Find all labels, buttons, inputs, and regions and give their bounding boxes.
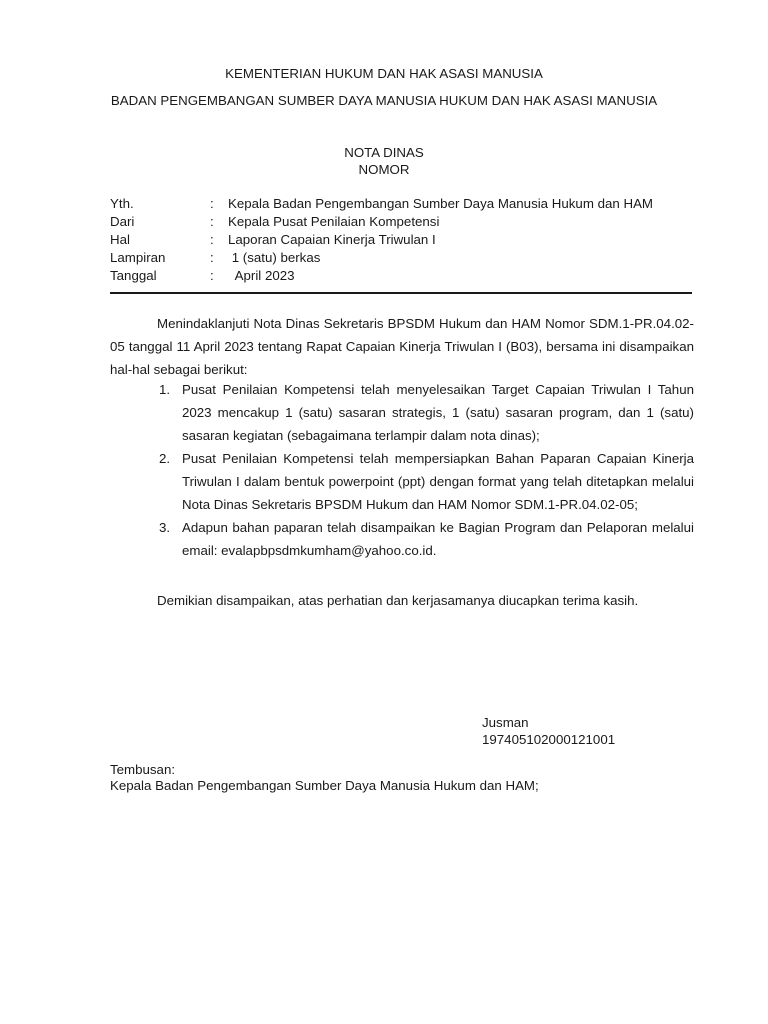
list-item-text: Pusat Penilaian Kompetensi telah menyelesaikan Target Capaian Triwulan I Tahun 2023 mencakup 1 (satu) sasaran strategis, 1 (satu) sasaran program, dan 1 (satu) sasaran kegiatan (sebagaimana terlampir dalam nota dinas); bbox=[182, 382, 694, 443]
header-row-date bbox=[110, 267, 653, 285]
memo-number-label: NOMOR bbox=[358, 162, 410, 177]
list-item-number: 1. bbox=[159, 382, 171, 397]
list-item bbox=[110, 378, 694, 447]
closing-text: Demikian disampaikan, atas perhatian dan kerjasamanya diucapkan terima kasih. bbox=[157, 593, 639, 608]
list-item-text: Adapun bahan paparan telah disampaikan ke Bagian Program dan Pelaporan melalui email: evalapbpsdmkumham@yahoo.co.id. bbox=[182, 520, 694, 558]
header-value: April 2023 bbox=[228, 268, 295, 283]
intro-paragraph bbox=[110, 312, 694, 381]
list-item-number: 3. bbox=[159, 520, 171, 535]
header-label: Yth. bbox=[110, 196, 134, 211]
header-label: Dari bbox=[110, 214, 135, 229]
header-row-subject bbox=[110, 231, 653, 249]
list-item bbox=[110, 447, 694, 516]
header-colon: : bbox=[210, 268, 214, 283]
header-colon: : bbox=[210, 214, 214, 229]
memo-title: NOTA DINAS bbox=[344, 145, 424, 160]
header-row-recipient bbox=[110, 195, 653, 213]
ministry-heading: KEMENTERIAN HUKUM DAN HAK ASASI MANUSIA bbox=[225, 66, 543, 81]
header-colon: : bbox=[210, 232, 214, 247]
header-value: 1 (satu) berkas bbox=[228, 250, 321, 265]
header-row-attachment bbox=[110, 249, 653, 267]
cc-label: Tembusan: bbox=[110, 762, 176, 777]
intro-text: Menindaklanjuti Nota Dinas Sekretaris BPSDM Hukum dan HAM Nomor SDM.1-PR.04.02-05 tanggal 11 April 2023 tentang Rapat Capaian Kinerja Triwulan I (B03), bersama ini disampaikan hal-hal sebagai berikut: bbox=[110, 316, 694, 377]
list-item-text: Pusat Penilaian Kompetensi telah mempersiapkan Bahan Paparan Capaian Kinerja Triwulan I dalam bentuk powerpoint (ppt) dengan format yang telah ditetapkan melalui Nota Dinas Sekretaris BPSDM Hukum dan HAM Nomor SDM.1-PR.04.02-05; bbox=[182, 451, 694, 512]
header-divider bbox=[110, 292, 692, 294]
header-row-sender bbox=[110, 213, 653, 231]
list-item bbox=[110, 516, 694, 562]
header-label: Tanggal bbox=[110, 268, 157, 283]
closing-paragraph bbox=[110, 589, 694, 612]
header-value: Laporan Capaian Kinerja Triwulan I bbox=[228, 232, 436, 247]
header-value: Kepala Badan Pengembangan Sumber Daya Manusia Hukum dan HAM bbox=[228, 196, 654, 211]
header-colon: : bbox=[210, 250, 214, 265]
points-list bbox=[110, 378, 694, 562]
cc-item: Kepala Badan Pengembangan Sumber Daya Manusia Hukum dan HAM; bbox=[110, 778, 539, 793]
header-colon: : bbox=[210, 196, 214, 211]
memo-header-fields bbox=[110, 195, 653, 285]
header-value: Kepala Pusat Penilaian Kompetensi bbox=[228, 214, 440, 229]
agency-heading: BADAN PENGEMBANGAN SUMBER DAYA MANUSIA HUKUM DAN HAK ASASI MANUSIA bbox=[110, 93, 658, 108]
header-label: Hal bbox=[110, 232, 130, 247]
signatory-nip: 197405102000121001 bbox=[482, 732, 616, 747]
list-item-number: 2. bbox=[159, 451, 171, 466]
signatory-name: Jusman bbox=[482, 715, 529, 730]
header-label: Lampiran bbox=[110, 250, 166, 265]
